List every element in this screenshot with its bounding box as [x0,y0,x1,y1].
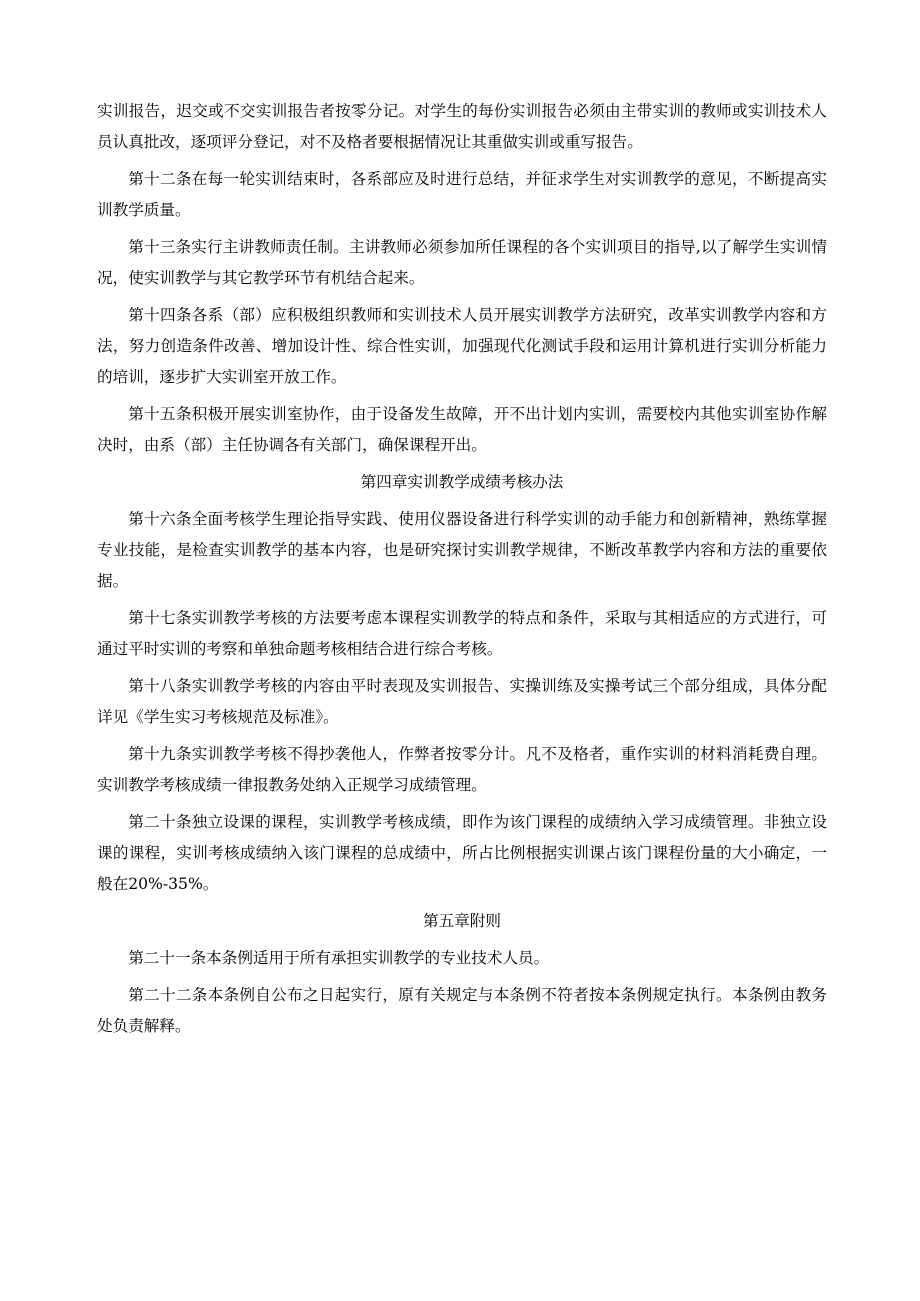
paragraph-continuation: 实训报告，迟交或不交实训报告者按零分记。对学生的每份实训报告必须由主带实训的教师或实训技术人员认真批改，逐项评分登记，对不及格者要根据情况让其重做实训或重写报告。 [97,102,827,151]
article-14: 第十四条各系（部）应积极组织教师和实训技术人员开展实训教学方法研究，改革实训教学内容和方法，努力创造条件改善、增加设计性、综合性实训，加强现代化测试手段和运用计算机进行实训分析能力的培训，逐步扩大实训室开放工作。 [97,306,827,386]
article-17: 第十七条实训教学考核的方法要考虑本课程实训教学的特点和条件，采取与其相适应的方式进行，可通过平时实训的考察和单独命题考核相结合进行综合考核。 [97,609,827,658]
article-18: 第十八条实训教学考核的内容由平时表现及实训报告、实操训练及实操考试三个部分组成，具体分配详见《学生实习考核规范及标准》。 [97,677,827,726]
article-15: 第十五条积极开展实训室协作，由于设备发生故障，开不出计划内实训，需要校内其他实训室协作解决时，由系（部）主任协调各有关部门，确保课程开出。 [97,405,827,454]
article-21: 第二十一条本条例适用于所有承担实训教学的专业技术人员。 [128,949,550,967]
document-page [97,96,827,1048]
article-12: 第十二条在每一轮实训结束时，各系部应及时进行总结，并征求学生对实训教学的意见，不断提高实训教学质量。 [97,170,827,219]
chapter-4-heading: 第四章实训教学成绩考核办法 [360,473,564,491]
chapter-5-heading: 第五章附则 [423,912,501,930]
article-19: 第十九条实训教学考核不得抄袭他人，作弊者按零分计。凡不及格者，重作实训的材料消耗费自理。实训教学考核成绩一律报教务处纳入正规学习成绩管理。 [97,745,827,794]
article-16: 第十六条全面考核学生理论指导实践、使用仪器设备进行科学实训的动手能力和创新精神，熟练掌握专业技能，是检查实训教学的基本内容，也是研究探讨实训教学规律，不断改革教学内容和方法的重要依据。 [97,510,827,590]
article-22: 第二十二条本条例自公布之日起实行，原有关规定与本条例不符者按本条例规定执行。本条例由教务处负责解释。 [97,986,827,1035]
article-13: 第十三条实行主讲教师责任制。主讲教师必须参加所任课程的各个实训项目的指导,以了解学生实训情况，使实训教学与其它教学环节有机结合起来。 [97,238,827,287]
article-20: 第二十条独立设课的课程，实训教学考核成绩，即作为该门课程的成绩纳入学习成绩管理。非独立设课的课程，实训考核成绩纳入该门课程的总成绩中，所占比例根据实训课占该门课程份量的大小确定，一般在20%-35%。 [97,813,827,893]
